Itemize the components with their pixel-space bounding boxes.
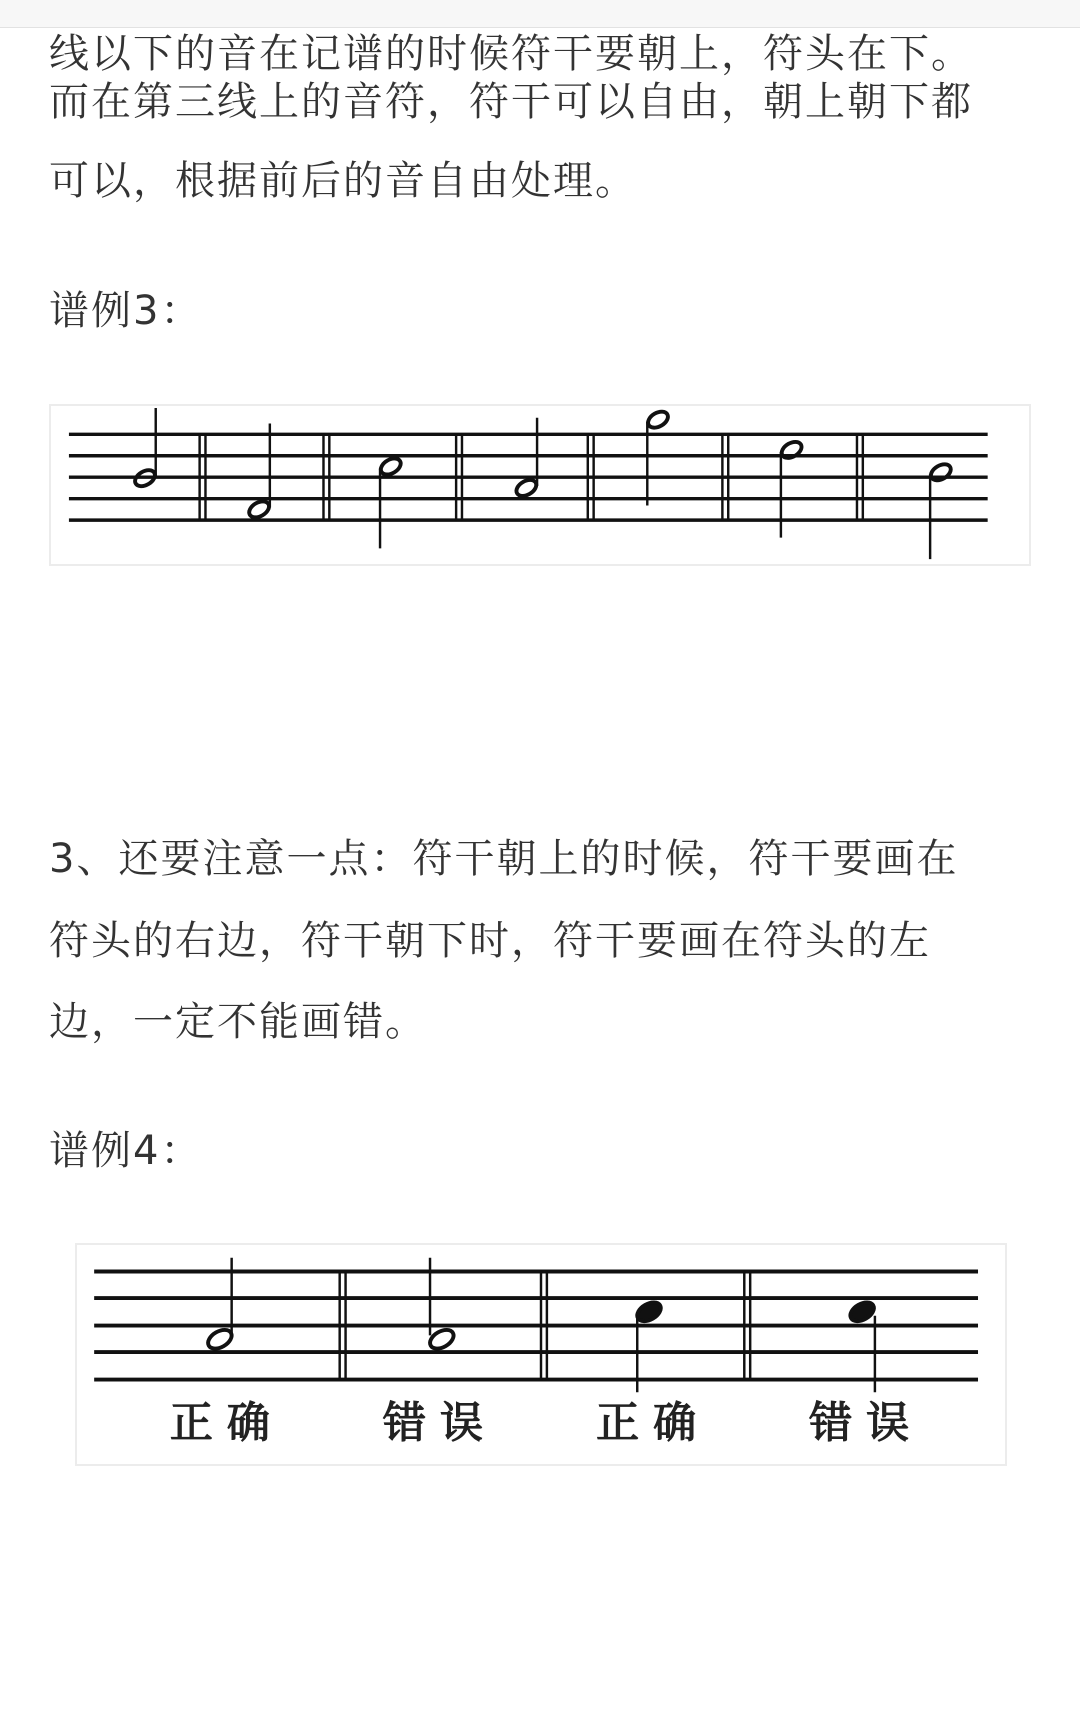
- label-correct: 正确: [169, 1398, 284, 1449]
- note-stems: [156, 408, 930, 559]
- example3-score-image: [49, 404, 1031, 566]
- staff-lines: [69, 434, 988, 520]
- staff-lines: [94, 1272, 978, 1380]
- paragraph-line: 符头的右边，符干朝下时，符干要画在符头的左: [49, 918, 931, 964]
- paragraph-line: 边，一定不能画错。: [49, 999, 427, 1045]
- note-heads: [132, 408, 953, 520]
- example4-score-image: [75, 1243, 1007, 1466]
- label-wrong: 错误: [382, 1398, 497, 1449]
- example4-caption: 谱例4：: [49, 1128, 203, 1174]
- paragraph-line: 3、还要注意一点：符干朝上的时候，符干要画在: [49, 836, 959, 882]
- paragraph-line: 线以下的音在记谱的时候符干要朝上，符头在下。: [49, 31, 973, 77]
- example3-caption: 谱例3：: [49, 288, 203, 334]
- label-correct: 正确: [596, 1398, 710, 1449]
- staff-notation: [51, 406, 1029, 564]
- staff-notation: [77, 1245, 1005, 1464]
- label-wrong: 错误: [809, 1398, 924, 1449]
- top-bar: [0, 0, 1080, 28]
- paragraph-line: 而在第三线上的音符，符干可以自由，朝上朝下都: [49, 79, 973, 125]
- paragraph-line: 可以，根据前后的音自由处理。: [49, 158, 637, 204]
